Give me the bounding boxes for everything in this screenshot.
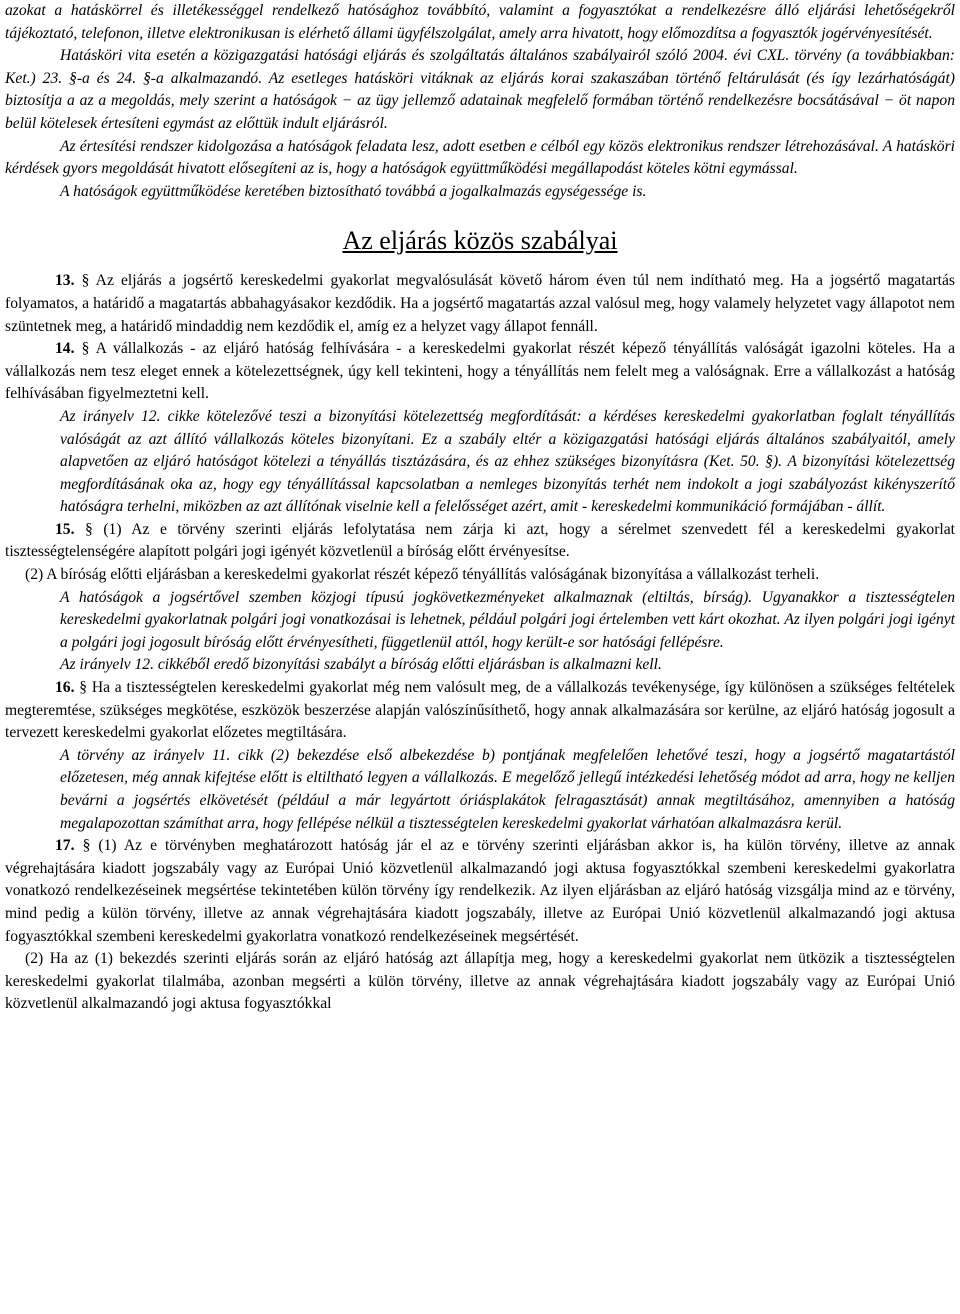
section-16-number: 16.: [55, 679, 75, 697]
section-13-number: 13.: [55, 272, 75, 290]
section-16-text: § Ha a tisztességtelen kereskedelmi gyakorlat még nem valósult meg, de a vállalkozás tevékenysége, így különösen a szükséges feltételek megteremtése, szükséges megkötése, eszközök beszerzése alapján valószínűsíthető, hogy annak alkalmazására sor kerülne, az eljáró hatóság jogosult a tervezett kereskedelmi gyakorlat előzetes megtiltására.: [5, 679, 955, 742]
section-14-commentary: Az irányelv 12. cikke kötelezővé teszi a bizonyítási kötelezettség megfordítását: a kérdéses kereskedelmi gyakorlatban foglalt tényállítás valóságát az azt állító vállalkozás köteles bizonyítani. Ez a szabály eltér a közigazgatási hatósági eljárás általános szabályaitól, amely alapvetően az eljáró hatóságot kötelezi a tényállás tisztázására, és az ehhez szükséges bizonyításra (Ket. 50. §). A bizonyítási kötelezettség megfordításának oka az, hogy egy tényállítással kapcsolatban a nemleges bizonyítás terhét nem indokolt a jogi szabályozást kikényszerítő hatóságra terhelni, miközben az azt állítónak viselnie kell a felelősséget azért, amit - kereskedelmi kommunikáció formájában - állít.: [60, 407, 955, 516]
section-15-number: 15.: [55, 520, 75, 538]
section-16: [5, 677, 955, 745]
intro-paragraph-2-continuation: Az esetleges hatásköri vitáknak az eljárás korai szakaszában történő feltárulását (és így lezárhatóságát) biztosítja a az a megoldás, mely szerint a hatóságok − az ügy jellemző adatainak megfelelő formában történő rendelkezésre bocsátásával − öt napon belül kötelesek értesíteni egymást az előttük indult eljárásról.: [5, 69, 955, 132]
section-13: [5, 270, 955, 338]
section-14: [5, 338, 955, 406]
section-16-commentary: A törvény az irányelv 11. cikk (2) bekezdése első albekezdése b) pontjának megfelelően lehetővé teszi, hogy a jogsértő magatartástól előzetesen, még annak kifejtése előtt is eltiltható legyen a vállalkozás. E megelőző jellegű intézkedési lehetőség módot ad arra, hogy ne kelljen bevárni a jogsértés elkövetését (például a már legyártott óriásplakátok felragasztását) annak megtiltásához, amennyiben a hatóság megalapozottan számíthat arra, hogy fellépése nélkül a tisztességtelen kereskedelmi gyakorlat várhatóan alkalmazásra kerül.: [60, 746, 955, 832]
section-17-text-1: § (1) Az e törvényben meghatározott hatóság jár el az e törvény szerinti eljárásban akkor is, ha külön törvény, illetve az annak végrehajtására kiadott jogszabály vagy az Európai Unió közvetlenül alkalmazandó jogi aktusa fogyasztókkal szembeni kereskedelmi gyakorlatra vonatkozó rendelkezéseinek megsértése tekintetében külön törvény így rendelkezik. Az ilyen eljárásban az eljáró hatóság vizsgálja mind az e törvény, mind pedig a külön törvény, illetve az annak végrehajtására kiadott jogszabály, illetve az Európai Unió közvetlenül alkalmazandó jogi aktusa fogyasztókkal szembeni kereskedelmi gyakorlatra vonatkozó rendelkezéseinek megsértését.: [5, 837, 955, 945]
section-17-number: 17.: [55, 837, 75, 855]
section-15-commentary-1: A hatóságok a jogsértővel szemben közjogi típusú jogkövetkezményeket alkalmaznak (eltiltás, bírság). Ugyanakkor a tisztességtelen kereskedelmi gyakorlatnak polgári jogi vonatkozásai is lehetnek, például polgári jogi értelemben vett kárt okozhat. Az ilyen polgári jogi igényt a polgári jogi jogosult bíróság előtt érvényesítheti, függetlenül attól, hogy került-e sor hatósági fellépésre.: [60, 588, 955, 651]
intro-paragraph-2: [5, 45, 955, 135]
section-heading: Az eljárás közös szabályai: [342, 226, 618, 256]
section-15-paragraph-1: [5, 519, 955, 564]
section-14-text: § A vállalkozás - az eljáró hatóság felhívására - a kereskedelmi gyakorlat részét képező tényállítás valóságát igazolni köteles. Ha a vállalkozás nem tesz eleget ennek a kötelezettségnek, úgy kell tekinteni, hogy a tényállítás nem felelt meg a valóságnak. Erre a vállalkozást a hatóság felhívásában figyelmeztetni kell.: [5, 340, 955, 403]
section-15-paragraph-2: (2) A bíróság előtti eljárásban a kereskedelmi gyakorlat részét képező tényállítás valóságának bizonyítása a vállalkozást terheli.: [25, 566, 820, 584]
section-14-number: 14.: [55, 340, 75, 358]
section-13-text: § Az eljárás a jogsértő kereskedelmi gyakorlat megvalósulását követő három éven túl nem indítható meg. Ha a jogsértő magatartás folyamatos, a határidő a magatartás abbahagyásakor kezdődik. Ha a jogsértő magatartás azzal valósul meg, hogy valamely helyzetet vagy állapotot nem szüntetnek meg, a határidő mindaddig nem kezdődik el, amíg ez a helyzet vagy állapot fennáll.: [5, 272, 955, 335]
document-page: [5, 0, 955, 1016]
section-15-commentary-2: Az irányelv 12. cikkéből eredő bizonyítási szabályt a bíróság előtti eljárásban is alkalmazni kell.: [60, 656, 662, 674]
intro-paragraph-2-ket-reference: Hatásköri vita esetén a közigazgatási hatósági eljárás és szolgáltatás általános szabályairól szóló 2004. évi CXL. törvény (a továbbiakban: Ket.) 23. §-a és 24. §-a alkalmazandó.: [5, 47, 955, 87]
section-15-text-1: § (1) Az e törvény szerinti eljárás lefolytatása nem zárja ki azt, hogy a sérelmet szenvedett fél a kereskedelmi gyakorlat tisztességtelenségére alapított polgári jogi igényét közvetlenül a bíróság előtt érvényesítse.: [5, 520, 955, 561]
intro-paragraph-4: A hatóságok együttműködése keretében biztosítható továbbá a jogalkalmazás egységessége is.: [60, 182, 647, 200]
section-17-paragraph-2: (2) Ha az (1) bekezdés szerinti eljárás során az eljáró hatóság azt állapítja meg, hogy a kereskedelmi gyakorlat nem ütközik a tisztességtelen kereskedelmi gyakorlat tilalmába, azonban megsérti a külön törvény, illetve az annak végrehajtására kiadott jogszabály vagy az Európai Unió közvetlenül alkalmazandó jogi aktusa fogyasztókkal: [5, 950, 955, 1013]
intro-paragraph-3: Az értesítési rendszer kidolgozása a hatóságok feladata lesz, adott esetben e célból egy közös elektronikus rendszer létrehozásával. A hatásköri kérdések gyors megoldását hivatott elősegíteni az is, hogy a hatóságok együttműködési megállapodást köteles kötni egymással.: [5, 137, 955, 178]
section-17-paragraph-1: [5, 835, 955, 948]
intro-paragraph-1: azokat a hatáskörrel és illetékességgel rendelkező hatósághoz továbbító, valamint a fogyasztókat a rendelkezésre álló eljárási lehetőségekről tájékoztató, telefonon, illetve elektronikusan is elérhető állami ügyfélszolgálat, amely arra hivatott, hogy előmozdítsa a fogyasztók jogérvényesítését.: [5, 2, 955, 42]
